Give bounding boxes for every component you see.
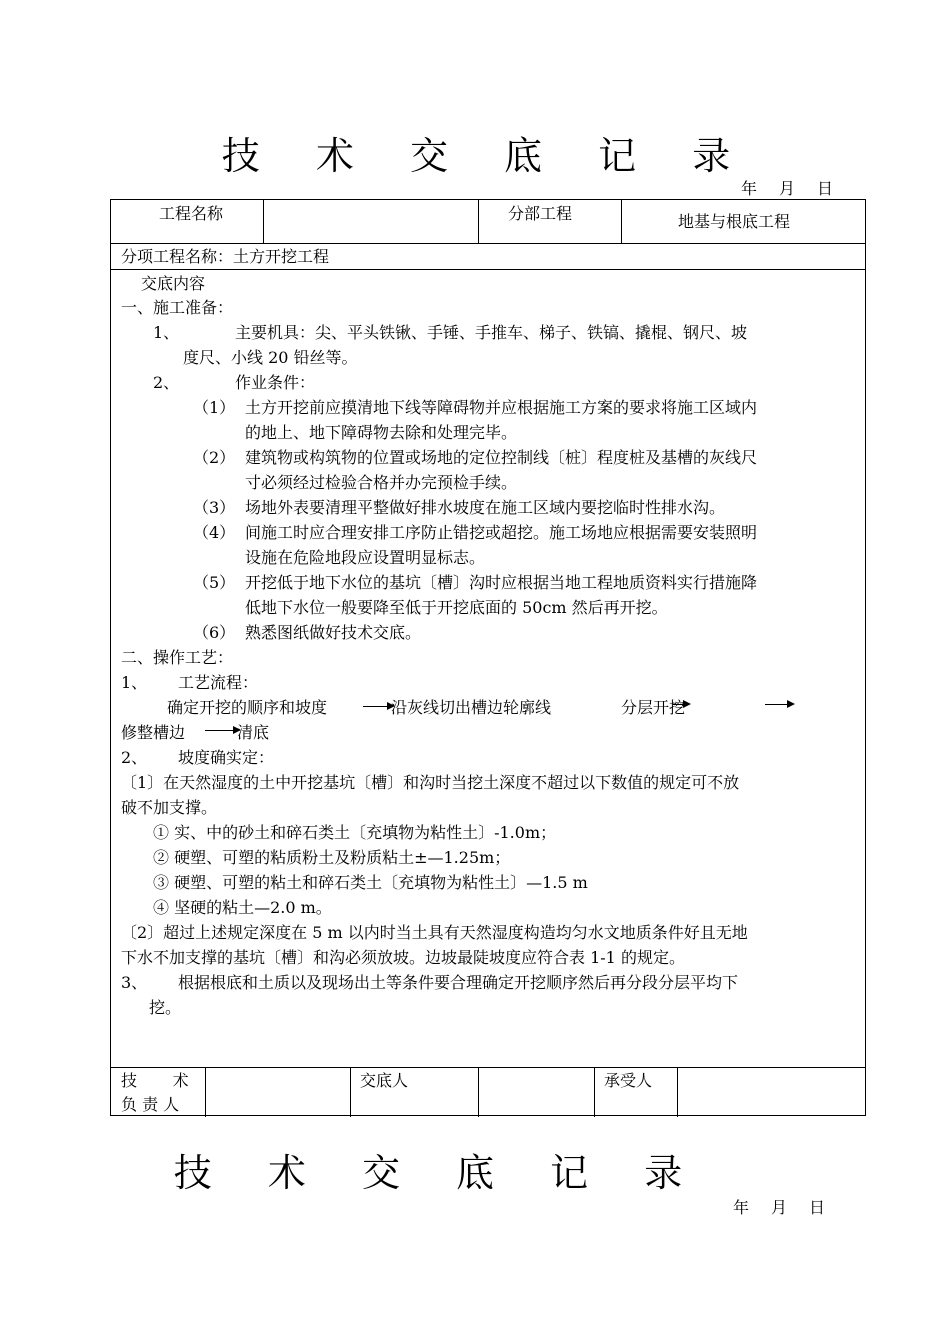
slope-text: 破不加支撑。 [121, 798, 218, 817]
item-number: 1、 [121, 673, 148, 692]
condition-number: （6） [193, 623, 236, 642]
date-month: 月 [771, 1198, 788, 1217]
soil-item: ④ 坚硬的粘土—2.0 m。 [153, 898, 332, 917]
division-value: 地基与根底工程 [678, 212, 791, 231]
flow-arrow [205, 730, 239, 731]
soil-item: ③ 硬塑、可塑的粘土和碎石类土〔充填物为粘性土〕—1.5 m [153, 873, 588, 892]
flow-step: 确定开挖的顺序和坡度 [167, 698, 328, 717]
soil-item: ① 实、中的砂土和碎石类土〔充填物为粘性土〕-1.0m； [153, 823, 557, 842]
receiver-label: 承受人 [604, 1071, 653, 1090]
flow-arrow [363, 706, 393, 707]
process-heading: 工艺流程： [178, 673, 259, 692]
flow-step: 分层开挖 [621, 698, 686, 717]
condition-text: 熟悉图纸做好技术交底。 [245, 623, 422, 642]
slope-text: 〔1〕在天然湿度的土中开挖基坑〔槽〕和沟时当挖土深度不超过以下数值的规定可不放 [121, 773, 740, 792]
date-line [733, 1195, 847, 1218]
division-label: 分部工程 [508, 204, 573, 223]
tools-line: 度尺、小线 20 铅丝等。 [183, 348, 358, 367]
condition-number: （5） [193, 573, 236, 592]
condition-number: （3） [193, 498, 236, 517]
document-title: 技 术 交 底 记 录 [221, 134, 753, 178]
tech-lead-label: 负 责 人 [121, 1095, 180, 1114]
date-month: 月 [779, 179, 796, 198]
flow-arrow [765, 704, 793, 705]
record-table [110, 199, 866, 1116]
flow-arrow [673, 704, 689, 705]
tools-line: 主要机具：尖、平头铁锹、手锤、手推车、梯子、铁镐、撬棍、钢尺、坡 [235, 323, 748, 342]
date-year: 年 [741, 179, 758, 198]
section-preparation: 一、施工准备： [121, 298, 234, 317]
flow-step: 沿灰线切出槽边轮廓线 [391, 698, 552, 717]
date-day: 日 [809, 1198, 826, 1217]
flow-step: 修整槽边 [121, 723, 186, 742]
content-heading: 交底内容 [141, 274, 206, 293]
date-year: 年 [733, 1198, 750, 1217]
condition-text: 低地下水位一般要降至低于开挖底面的 50cm 然后再开挖。 [245, 598, 668, 617]
condition-text: 寸必须经过检验合格并办完预检手续。 [245, 473, 518, 492]
condition-text: 建筑物或构筑物的位置或场地的定位控制线〔桩〕程度桩及基槽的灰线尺 [245, 448, 758, 467]
condition-text: 开挖低于地下水位的基坑〔槽〕沟时应根据当地工程地质资料实行措施降 [245, 573, 758, 592]
subitem-label: 分项工程名称：土方开挖工程 [121, 247, 330, 266]
section-operation: 二、操作工艺： [121, 648, 234, 667]
project-name-label: 工程名称 [159, 204, 224, 223]
slope-text: 下水不加支撑的基坑〔槽〕和沟必须放坡。边坡最陡坡度应符合表 1-1 的规定。 [121, 948, 685, 967]
condition-text: 场地外表要清理平整做好排水坡度在施工区域内要挖临时性排水沟。 [245, 498, 726, 517]
sequence-text: 根据根底和土质以及现场出土等条件要合理确定开挖顺序然后再分段分层平均下 [178, 973, 739, 992]
soil-item: ② 硬塑、可塑的粘质粉土及粉质粘土±—1.25m； [153, 848, 511, 867]
condition-number: （2） [193, 448, 236, 467]
discloser-label: 交底人 [360, 1071, 409, 1090]
document-title-repeat: 技 术 交 底 记 录 [173, 1151, 705, 1195]
item-number: 3、 [121, 973, 148, 992]
condition-number: （4） [193, 523, 236, 542]
condition-text: 间施工时应合理安排工序防止错挖或超挖。施工场地应根据需要安装照明 [245, 523, 758, 542]
condition-text: 的地上、地下障碍物去除和处理完毕。 [245, 423, 518, 442]
tech-lead-label: 技 术 [121, 1071, 189, 1090]
condition-text: 土方开挖前应摸清地下线等障碍物并应根据施工方案的要求将施工区域内 [245, 398, 758, 417]
slope-heading: 坡度确实定： [178, 748, 275, 767]
condition-number: （1） [193, 398, 236, 417]
slope-text: 〔2〕超过上述规定深度在 5 m 以内时当土具有天然湿度构造均匀水文地质条件好且无地 [121, 923, 748, 942]
condition-text: 设施在危险地段应设置明显标志。 [245, 548, 486, 567]
flow-step: 清底 [237, 723, 270, 742]
item-number: 2、 [121, 748, 148, 767]
item-number: 1、 [153, 323, 180, 342]
date-line [741, 176, 855, 199]
conditions-heading: 作业条件： [235, 373, 316, 392]
sequence-text: 挖。 [149, 998, 182, 1017]
date-day: 日 [817, 179, 834, 198]
item-number: 2、 [153, 373, 180, 392]
